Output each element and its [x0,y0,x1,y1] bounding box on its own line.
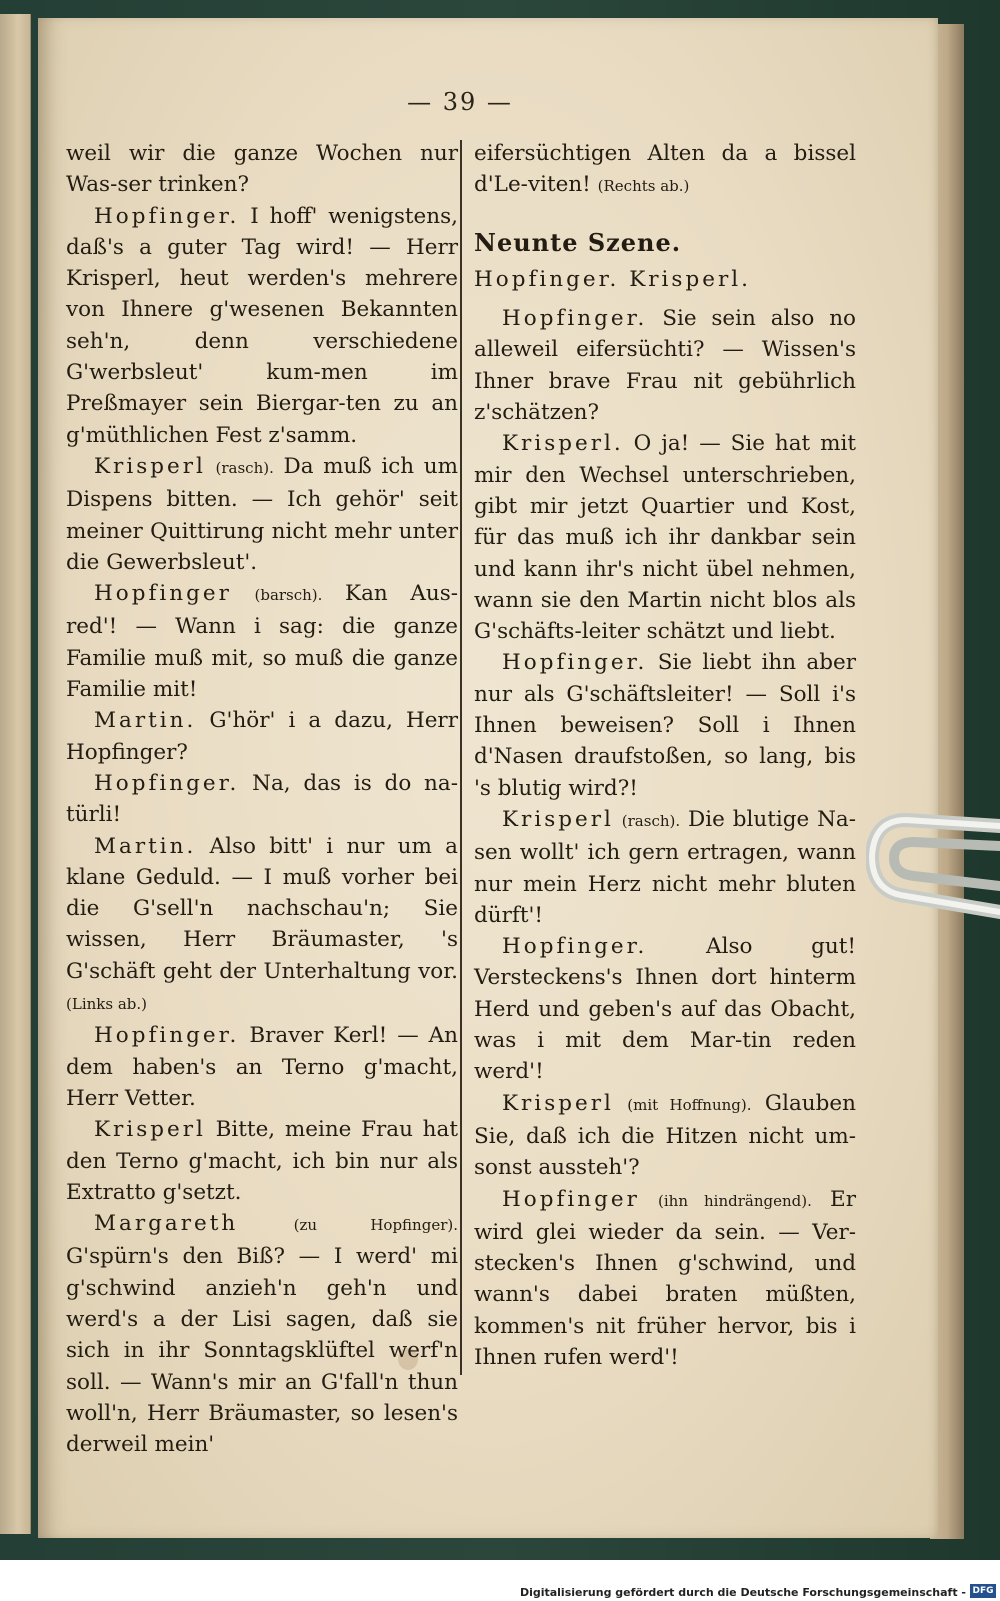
dialogue-text: Da muß ich um Dispens bitten. — Ich gehör' seit meiner Quittirung nicht mehr unter die Gewerbsleut'. [66,453,458,575]
dialogue-text: Also bitt' i nur um a klane Geduld. — I muß vorher bei die G'sell'n nachschau'n; Sie wissen, Herr Bräumaster, 's G'schäft geht der Unterhaltung vor. [66,833,458,984]
dialogue-text: Die blutige Na-sen wollt' ich gern ertragen, wann nur mein Herz nicht mehr bluten dürft'! [474,806,857,928]
speech-block [474,303,856,428]
dialogue-text: Glauben Sie, daß ich die Hitzen nicht um-sonst aussteh'? [474,1090,856,1181]
stage-direction: (zu Hopfinger). [293,1216,458,1235]
speech-block [66,768,458,831]
speaker-name: Krisperl [94,453,206,479]
dialogue-text: G'hör' i a dazu, Herr Hopfinger? [66,708,458,765]
speech-block [66,705,458,768]
column-divider [460,140,462,1375]
speech-block [474,1184,856,1374]
speech-block [66,201,458,451]
page-number: — 39 — [407,88,513,116]
dialogue-text: Bitte, meine Frau hat den Terno g'macht, ich bin nur als Extratto g'setzt. [66,1117,458,1205]
speech-block [474,647,856,803]
dialogue-text: Er wird glei wieder da sein. — Ver-stecken's Ihnen g'schwind, und wann's dabei braten müßten, kommen's nit früher hervor, bis i Ihnen rufen werd'! [474,1186,856,1370]
previous-page-edge [0,14,31,1534]
stage-direction: (ihn hindrängend). [658,1191,812,1210]
speech-block [474,931,856,1087]
speaker-name: Margareth [94,1211,239,1237]
dialogue-text: weil wir die ganze Wochen nur Was-ser trinken? [66,141,458,198]
scene-cast: Hopfinger. Krisperl. [474,266,751,292]
speech-block [66,831,458,1021]
speaker-name: Hopfinger. [94,770,240,796]
stage-direction: (rasch). [621,811,681,830]
footer-credit: Digitalisierung gefördert durch die Deutsche Forschungsgemeinschaft - [519,1586,966,1599]
dialogue-text: G'spürn's den Biß? — I werd' mi g'schwind anzieh'n geh'n und werd's a der Lisi sagen, daß sie sich in ihr Sonntagsklüftel werf'n soll. — Wann's mir an G'fall'n thun woll'n, Herr Bräumaster, so lesen's derweil mein' [66,1244,458,1458]
stage-direction: (mit Hoffnung). [627,1095,752,1114]
continued-text [474,138,856,203]
speaker-name: Krisperl [502,1090,614,1116]
dialogue-text: O ja! — Sie hat mit mir den Wechsel unterschrieben, gibt mir jetzt Quartier und Kost, für das muß ich ihr dankbar sein und kann ihr's nicht übel nehmen, wann sie den Martin nicht blos als G'schäfts-leiter schätzt und liebt. [474,431,856,645]
speaker-name: Krisperl [94,1117,206,1143]
dialogue-text: Sie sein also no alleweil eifersüchti? — Wissen's Ihner brave Frau nit gebührlich z'schätzen? [474,306,856,426]
paper-clip-icon [866,812,1000,922]
speech-block [474,428,856,647]
left-column [66,138,458,1460]
stage-direction: (Links ab.) [66,995,147,1014]
speaker-name: Martin. [94,833,197,859]
stage-direction: (Rechts ab.) [597,177,690,196]
right-column [474,138,856,1373]
speech-block [66,1114,458,1208]
dialogue-text: eifersüchtigen Alten da a bissel d'Le-viten! [474,141,856,198]
dialogue-text: Braver Kerl! — An dem haben's an Terno g'macht, Herr Vetter. [66,1023,459,1111]
dfg-logo-icon: DFG [970,1584,996,1598]
speech-block [474,804,856,931]
speech-block [66,451,458,578]
speaker-name: Krisperl. [502,431,624,457]
speaker-name: Hopfinger. [502,934,648,960]
dialogue-text: I hoff' wenigstens, daß's a guter Tag wird! — Herr Krisperl, heut werden's mehrere von Ihnere g'wesenen Bekannten seh'n, denn verschiedene G'werbsleut' kum-men im Preßmayer sein Biergar-ten zu an g'müthlichen Fest z'samm. [66,203,458,448]
dialogue-text: Sie liebt ihn aber nur als G'schäftsleiter! — Soll i's Ihnen beweisen? Soll i Ihnen d'Nasen draufstoßen, so lang, bis 's blutig wird?! [474,650,856,801]
stage-direction: (rasch). [215,458,274,477]
speech-block [66,1208,458,1460]
speech-block [66,578,458,705]
speaker-name: Hopfinger [94,581,232,607]
stage-direction: (barsch). [254,586,323,605]
dialogue-text: Also gut! Versteckens's Ihnen dort hinterm Herd und geben's auf das Obacht, was i mit dem Mar-tin reden werd'! [474,934,856,1085]
speaker-name: Krisperl [502,806,614,832]
continued-text [66,138,458,201]
speaker-name: Hopfinger. [502,306,648,332]
speaker-name: Martin. [94,708,197,734]
dialogue-text: Kan Aus-red'! — Wann i sag: die ganze Familie muß mit, so muß die ganze Familie mit! [66,581,458,703]
dialogue-text: Na, das is do na-türli! [66,770,458,828]
speaker-name: Hopfinger [502,1186,640,1212]
speech-block [474,1088,856,1184]
speaker-name: Hopfinger. [502,650,648,676]
scene-title: Neunte Szene. [474,227,682,257]
speaker-name: Hopfinger. [94,203,240,229]
speech-block [66,1020,458,1114]
speaker-name: Hopfinger. [94,1023,240,1049]
